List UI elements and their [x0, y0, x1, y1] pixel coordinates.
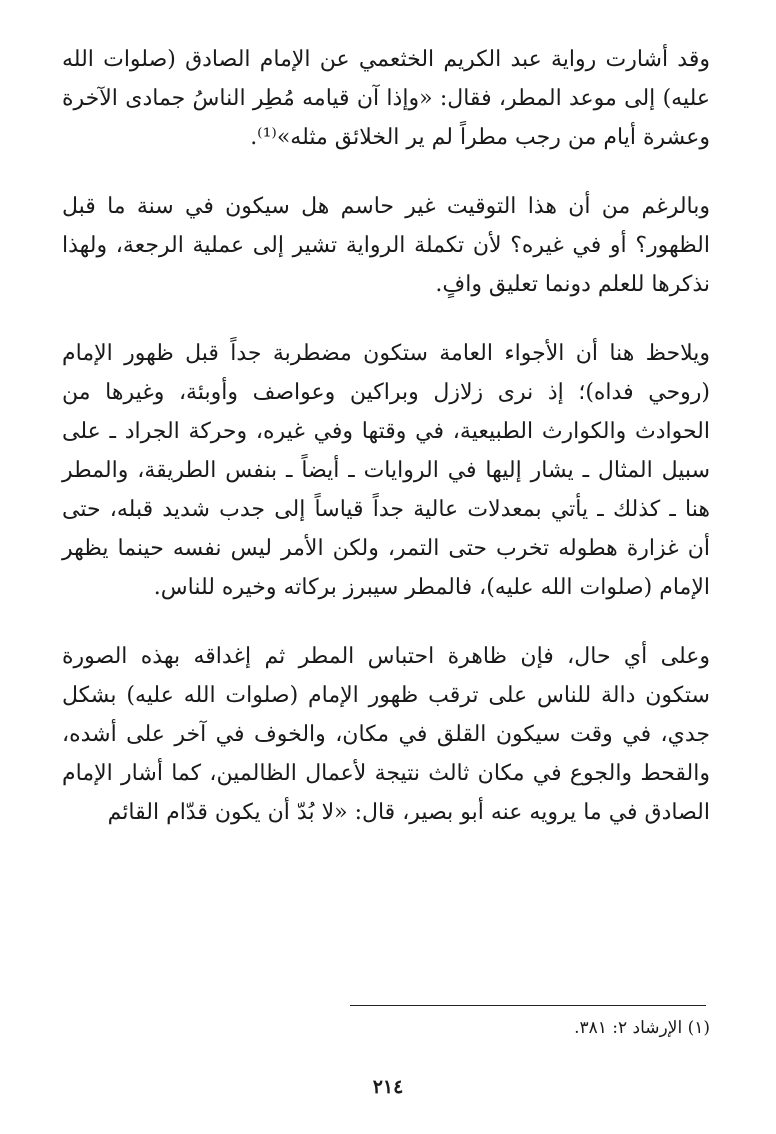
paragraph-1: وقد أشارت رواية عبد الكريم الخثعمي عن الإمام الصادق (صلوات الله عليه) إلى موعد المطر، فقال: «وإذا آن قيامه مُطِر الناسُ جمادى الآخرة وعشرة أيام من رجب مطراً لم ير الخلائق مثله»⁽¹⁾. [62, 47, 710, 150]
paragraph-2: وبالرغم من أن هذا التوقيت غير حاسم هل سيكون في سنة ما قبل الظهور؟ أو في غيره؟ لأن تكملة الرواية تشير إلى عملية الرجعة، ولهذا نذكرها للعلم دونما تعليق وافٍ. [62, 194, 710, 297]
paragraph-4: وعلى أي حال، فإن ظاهرة احتباس المطر ثم إغداقه بهذه الصورة ستكون دالة للناس على ترقب ظهور الإمام (صلوات الله عليه) بشكل جدي، في وقت سيكون القلق في مكان، والخوف في آخر على أشده، والقحط والجوع في مكان ثالث نتيجة لأعمال الظالمين، كما أشار الإمام الصادق في ما يرويه عنه أبو بصير، قال: «لا بُدّ أن يكون قدّام القائم [62, 644, 710, 825]
footnote: (١) الإرشاد ٢: ٣٨١. [574, 1018, 710, 1038]
footnote-separator [350, 1005, 706, 1006]
page-number: ٢١٤ [372, 1076, 404, 1098]
paragraph-3: ويلاحظ هنا أن الأجواء العامة ستكون مضطربة جداً قبل ظهور الإمام (روحي فداه)؛ إذ نرى زلازل وبراكين وعواصف وأوبئة، وغيرها من الحوادث والكوارث الطبيعية، في وقتها وفي غيره، وحركة الجراد ـ على سبيل المثال ـ يشار إليها في الروايات ـ أيضاً ـ بنفس الطريقة، والمطر هنا ـ كذلك ـ يأتي بمعدلات عالية جداً قياساً إلى جدب شديد قبله، حتى أن غزارة هطوله تخرب حتى التمر، ولكن الأمر ليس نفسه حينما يظهر الإمام (صلوات الله عليه)، فالمطر سيبرز بركاته وخيره للناس. [62, 341, 710, 600]
page-body [62, 40, 710, 832]
